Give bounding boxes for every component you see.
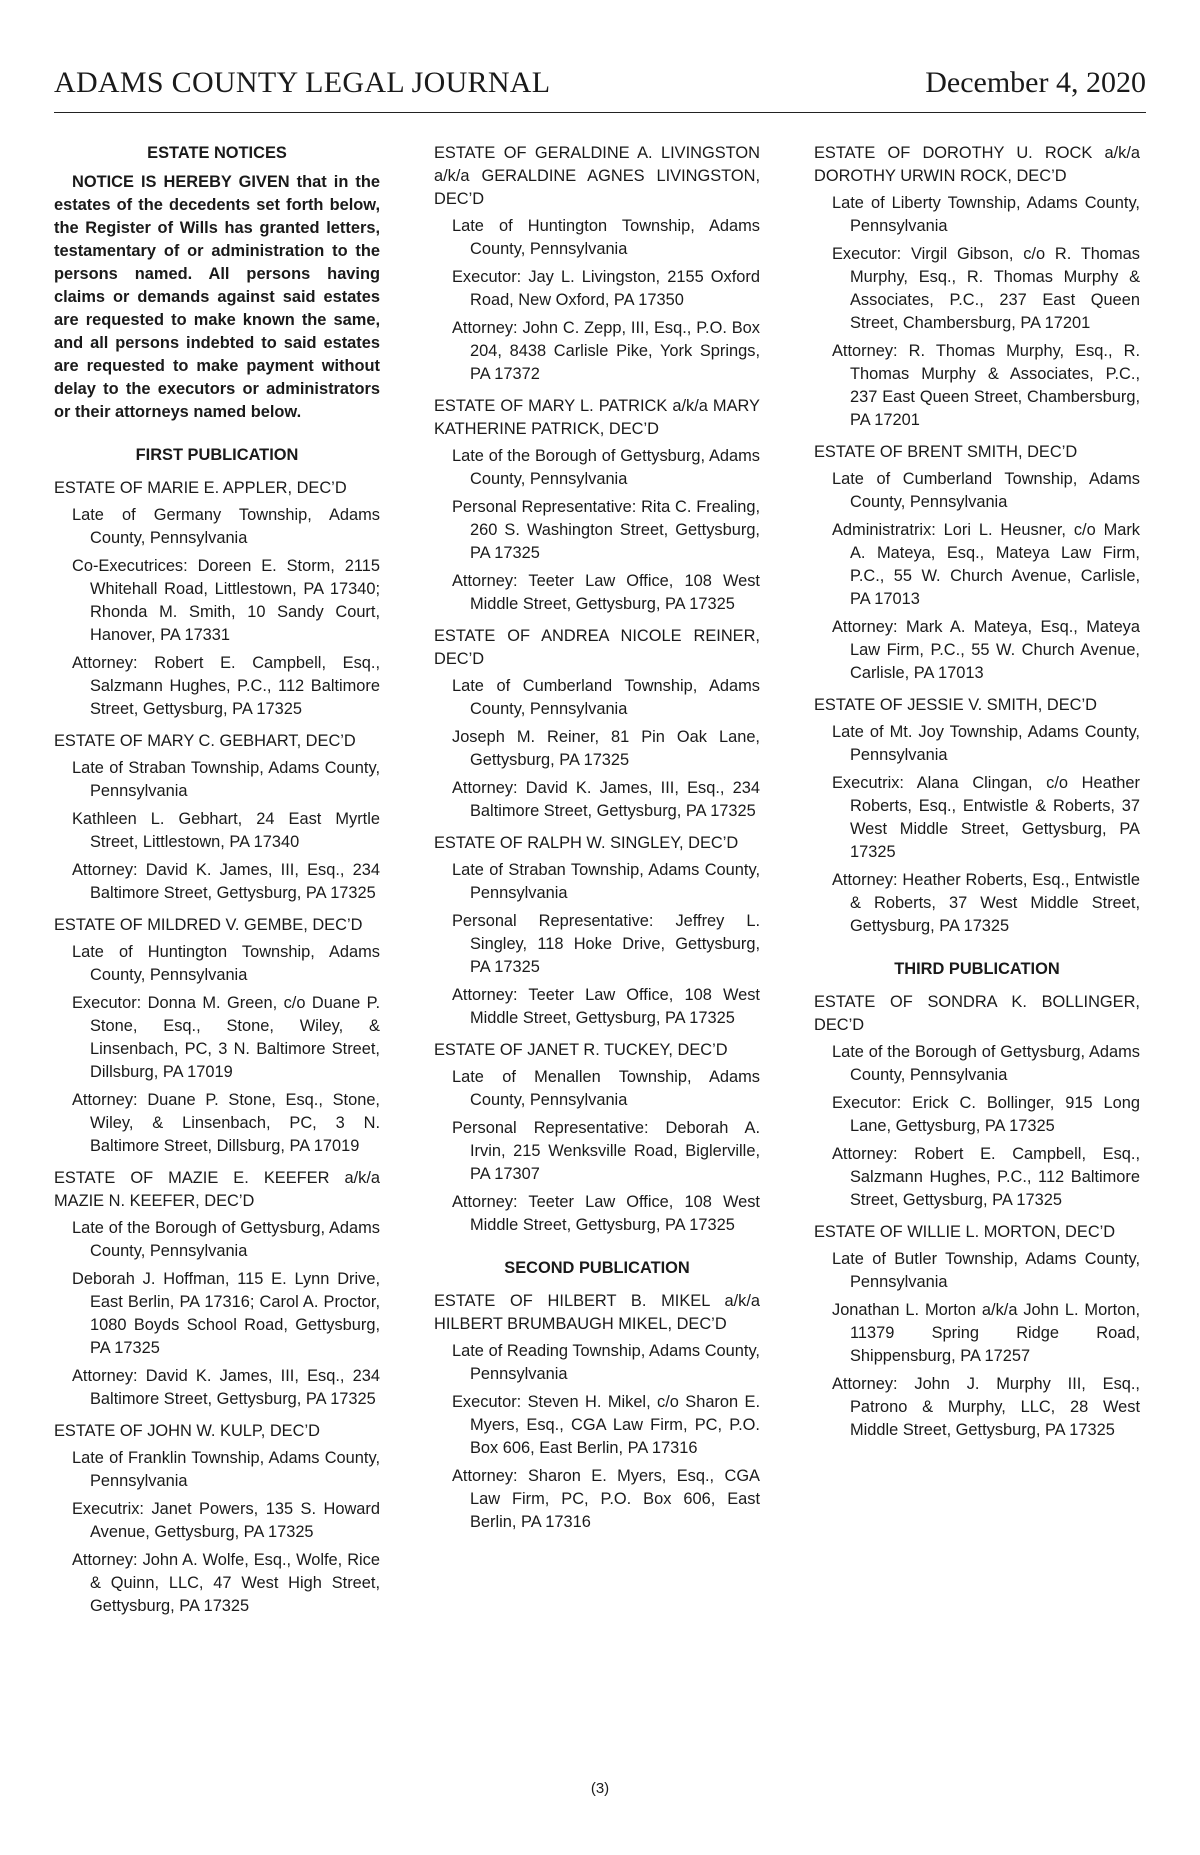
estate-notice bbox=[434, 1039, 760, 1237]
estate-title: ESTATE OF ANDREA NICOLE REINER, DEC’D bbox=[434, 627, 760, 668]
estate-detail: Late of Germany Township, Adams County, Pennsylvania bbox=[72, 506, 380, 547]
column-3 bbox=[814, 142, 1140, 1451]
estate-notice bbox=[54, 1420, 380, 1618]
estate-detail: Deborah J. Hoffman, 115 E. Lynn Drive, East Berlin, PA 17316; Carol A. Proctor, 1080 Boyds School Road, Gettysburg, PA 17325 bbox=[72, 1270, 380, 1357]
estate-detail: Attorney: Teeter Law Office, 108 West Middle Street, Gettysburg, PA 17325 bbox=[452, 572, 760, 613]
third-publication-list bbox=[814, 991, 1140, 1442]
estate-detail: Executrix: Alana Clingan, c/o Heather Roberts, Esq., Entwistle & Roberts, 37 West Middle Street, Gettysburg, PA 17325 bbox=[832, 774, 1140, 861]
estate-detail: Late of Franklin Township, Adams County, Pennsylvania bbox=[72, 1449, 380, 1490]
estate-detail: Late of Huntington Township, Adams County, Pennsylvania bbox=[72, 943, 380, 984]
estate-title: ESTATE OF DOROTHY U. ROCK a/k/a DOROTHY URWIN ROCK, DEC’D bbox=[814, 144, 1140, 185]
estate-detail: Late of Straban Township, Adams County, Pennsylvania bbox=[72, 759, 380, 800]
estate-detail: Attorney: John A. Wolfe, Esq., Wolfe, Rice & Quinn, LLC, 47 West High Street, Gettysburg, PA 17325 bbox=[72, 1551, 380, 1615]
estate-detail: Attorney: David K. James, III, Esq., 234 Baltimore Street, Gettysburg, PA 17325 bbox=[72, 1367, 380, 1408]
journal-title: ADAMS COUNTY LEGAL JOURNAL bbox=[54, 66, 551, 99]
estate-detail: Late of Straban Township, Adams County, Pennsylvania bbox=[452, 861, 760, 902]
estate-notice bbox=[434, 1290, 760, 1534]
estate-detail: Late of Butler Township, Adams County, Pennsylvania bbox=[832, 1250, 1140, 1291]
estate-detail: Executor: Virgil Gibson, c/o R. Thomas Murphy, Esq., R. Thomas Murphy & Associates, P.C., 237 East Queen Street, Chambersburg, PA 17201 bbox=[832, 245, 1140, 332]
estate-detail: Late of the Borough of Gettysburg, Adams County, Pennsylvania bbox=[832, 1043, 1140, 1084]
estate-detail: Kathleen L. Gebhart, 24 East Myrtle Street, Littlestown, PA 17340 bbox=[72, 810, 380, 851]
first-publication-list-cont bbox=[434, 142, 760, 1237]
estate-detail: Attorney: David K. James, III, Esq., 234 Baltimore Street, Gettysburg, PA 17325 bbox=[72, 861, 380, 902]
estate-notice bbox=[54, 730, 380, 905]
estate-detail: Attorney: John J. Murphy III, Esq., Patrono & Murphy, LLC, 28 West Middle Street, Gettysburg, PA 17325 bbox=[832, 1375, 1140, 1439]
issue-date: December 4, 2020 bbox=[925, 66, 1146, 99]
estate-detail: Late of Menallen Township, Adams County, Pennsylvania bbox=[452, 1068, 760, 1109]
page-header bbox=[54, 66, 1146, 113]
estate-detail: Executrix: Janet Powers, 135 S. Howard Avenue, Gettysburg, PA 17325 bbox=[72, 1500, 380, 1541]
estate-detail: Late of Huntington Township, Adams County, Pennsylvania bbox=[452, 217, 760, 258]
estate-detail: Attorney: John C. Zepp, III, Esq., P.O. Box 204, 8438 Carlisle Pike, York Springs, PA 17372 bbox=[452, 319, 760, 383]
estate-detail: Attorney: Mark A. Mateya, Esq., Mateya Law Firm, P.C., 55 W. Church Avenue, Carlisle, PA 17013 bbox=[832, 618, 1140, 682]
estate-title: ESTATE OF RALPH W. SINGLEY, DEC’D bbox=[434, 834, 739, 852]
estate-notice bbox=[814, 1221, 1140, 1442]
estate-notice bbox=[814, 142, 1140, 432]
estate-detail: Late of Mt. Joy Township, Adams County, Pennsylvania bbox=[832, 723, 1140, 764]
estate-title: ESTATE OF MARIE E. APPLER, DEC’D bbox=[54, 479, 347, 497]
first-publication-heading: FIRST PUBLICATION bbox=[135, 446, 299, 464]
estate-detail: Personal Representative: Rita C. Frealing, 260 S. Washington Street, Gettysburg, PA 17325 bbox=[452, 498, 760, 562]
estate-detail: Jonathan L. Morton a/k/a John L. Morton, 11379 Spring Ridge Road, Shippensburg, PA 17257 bbox=[832, 1301, 1140, 1365]
estate-title: ESTATE OF SONDRA K. BOLLINGER, DEC’D bbox=[814, 993, 1140, 1034]
estate-detail: Attorney: Teeter Law Office, 108 West Middle Street, Gettysburg, PA 17325 bbox=[452, 1193, 760, 1234]
column-1 bbox=[54, 142, 380, 1627]
estate-notice bbox=[434, 142, 760, 386]
estate-notice bbox=[434, 625, 760, 823]
estate-title: ESTATE OF WILLIE L. MORTON, DEC’D bbox=[814, 1223, 1116, 1241]
page-number: (3) bbox=[590, 1780, 610, 1797]
estate-title: ESTATE OF MARY L. PATRICK a/k/a MARY KATHERINE PATRICK, DEC’D bbox=[434, 397, 760, 438]
estate-detail: Late of Liberty Township, Adams County, Pennsylvania bbox=[832, 194, 1140, 235]
estate-detail: Attorney: Robert E. Campbell, Esq., Salzmann Hughes, P.C., 112 Baltimore Street, Gettysburg, PA 17325 bbox=[832, 1145, 1140, 1209]
estate-detail: Late of Cumberland Township, Adams County, Pennsylvania bbox=[452, 677, 760, 718]
estate-notice bbox=[814, 991, 1140, 1212]
estate-detail: Personal Representative: Deborah A. Irvin, 215 Wenksville Road, Biglerville, PA 17307 bbox=[452, 1119, 760, 1183]
estate-detail: Attorney: David K. James, III, Esq., 234 Baltimore Street, Gettysburg, PA 17325 bbox=[452, 779, 760, 820]
estate-notice bbox=[54, 1167, 380, 1411]
estate-detail: Administratrix: Lori L. Heusner, c/o Mark A. Mateya, Esq., Mateya Law Firm, P.C., 55 W. Church Avenue, Carlisle, PA 17013 bbox=[832, 521, 1140, 608]
estate-detail: Attorney: Teeter Law Office, 108 West Middle Street, Gettysburg, PA 17325 bbox=[452, 986, 760, 1027]
estate-detail: Personal Representative: Jeffrey L. Singley, 118 Hoke Drive, Gettysburg, PA 17325 bbox=[452, 912, 760, 976]
estate-detail: Executor: Steven H. Mikel, c/o Sharon E. Myers, Esq., CGA Law Firm, PC, P.O. Box 606, East Berlin, PA 17316 bbox=[452, 1393, 760, 1457]
notice-intro: NOTICE IS HEREBY GIVEN that in the estates of the decedents set forth below, the Register of Wills has granted letters, testamentary of or administration to the persons named. All persons having claims or demands against said estates are requested to make known the same, and all persons indebted to said estates are requested to make payment without delay to the executors or administrators or their attorneys named below. bbox=[54, 173, 380, 421]
estate-detail: Late of Reading Township, Adams County, Pennsylvania bbox=[452, 1342, 760, 1383]
second-publication-list bbox=[434, 1290, 760, 1534]
estate-notice bbox=[434, 832, 760, 1030]
estate-title: ESTATE OF GERALDINE A. LIVINGSTON a/k/a GERALDINE AGNES LIVINGSTON, DEC’D bbox=[434, 144, 760, 208]
column-2 bbox=[434, 142, 760, 1543]
estate-notice bbox=[434, 395, 760, 616]
estate-detail: Executor: Erick C. Bollinger, 915 Long Lane, Gettysburg, PA 17325 bbox=[832, 1094, 1140, 1135]
first-publication-list bbox=[54, 477, 380, 1618]
estate-detail: Attorney: R. Thomas Murphy, Esq., R. Thomas Murphy & Associates, P.C., 237 East Queen Street, Chambersburg, PA 17201 bbox=[832, 342, 1140, 429]
estate-detail: Late of the Borough of Gettysburg, Adams County, Pennsylvania bbox=[72, 1219, 380, 1260]
estate-title: ESTATE OF BRENT SMITH, DEC’D bbox=[814, 443, 1078, 461]
estate-detail: Late of the Borough of Gettysburg, Adams County, Pennsylvania bbox=[452, 447, 760, 488]
estate-detail: Joseph M. Reiner, 81 Pin Oak Lane, Gettysburg, PA 17325 bbox=[452, 728, 760, 769]
estate-detail: Late of Cumberland Township, Adams County, Pennsylvania bbox=[832, 470, 1140, 511]
estate-detail: Attorney: Robert E. Campbell, Esq., Salzmann Hughes, P.C., 112 Baltimore Street, Gettysburg, PA 17325 bbox=[72, 654, 380, 718]
estate-title: ESTATE OF JESSIE V. SMITH, DEC’D bbox=[814, 696, 1097, 714]
estate-notice bbox=[54, 914, 380, 1158]
estate-title: ESTATE OF MAZIE E. KEEFER a/k/a MAZIE N. KEEFER, DEC’D bbox=[54, 1169, 380, 1210]
second-publication-heading: SECOND PUBLICATION bbox=[504, 1259, 690, 1277]
estate-notice bbox=[814, 694, 1140, 938]
estate-detail: Executor: Jay L. Livingston, 2155 Oxford Road, New Oxford, PA 17350 bbox=[452, 268, 760, 309]
estate-title: ESTATE OF JOHN W. KULP, DEC’D bbox=[54, 1422, 320, 1440]
estate-title: ESTATE OF MILDRED V. GEMBE, DEC’D bbox=[54, 916, 363, 934]
estate-title: ESTATE OF MARY C. GEBHART, DEC’D bbox=[54, 732, 356, 750]
estate-detail: Attorney: Duane P. Stone, Esq., Stone, Wiley, & Linsenbach, PC, 3 N. Baltimore Street, Dillsburg, PA 17019 bbox=[72, 1091, 380, 1155]
notices-heading: ESTATE NOTICES bbox=[147, 144, 287, 162]
estate-notice bbox=[814, 441, 1140, 685]
estate-notice bbox=[54, 477, 380, 721]
estate-detail: Attorney: Heather Roberts, Esq., Entwistle & Roberts, 37 West Middle Street, Gettysburg, PA 17325 bbox=[832, 871, 1140, 935]
estate-detail: Executor: Donna M. Green, c/o Duane P. Stone, Esq., Stone, Wiley, & Linsenbach, PC, 3 N. Baltimore Street, Dillsburg, PA 17019 bbox=[72, 994, 380, 1081]
second-publication-list-cont bbox=[814, 142, 1140, 938]
estate-detail: Co-Executrices: Doreen E. Storm, 2115 Whitehall Road, Littlestown, PA 17340; Rhonda M. Smith, 10 Sandy Court, Hanover, PA 17331 bbox=[72, 557, 380, 644]
estate-title: ESTATE OF JANET R. TUCKEY, DEC’D bbox=[434, 1041, 728, 1059]
estate-title: ESTATE OF HILBERT B. MIKEL a/k/a HILBERT BRUMBAUGH MIKEL, DEC’D bbox=[434, 1292, 760, 1333]
estate-detail: Attorney: Sharon E. Myers, Esq., CGA Law Firm, PC, P.O. Box 606, East Berlin, PA 17316 bbox=[452, 1467, 760, 1531]
third-publication-heading: THIRD PUBLICATION bbox=[894, 960, 1060, 978]
